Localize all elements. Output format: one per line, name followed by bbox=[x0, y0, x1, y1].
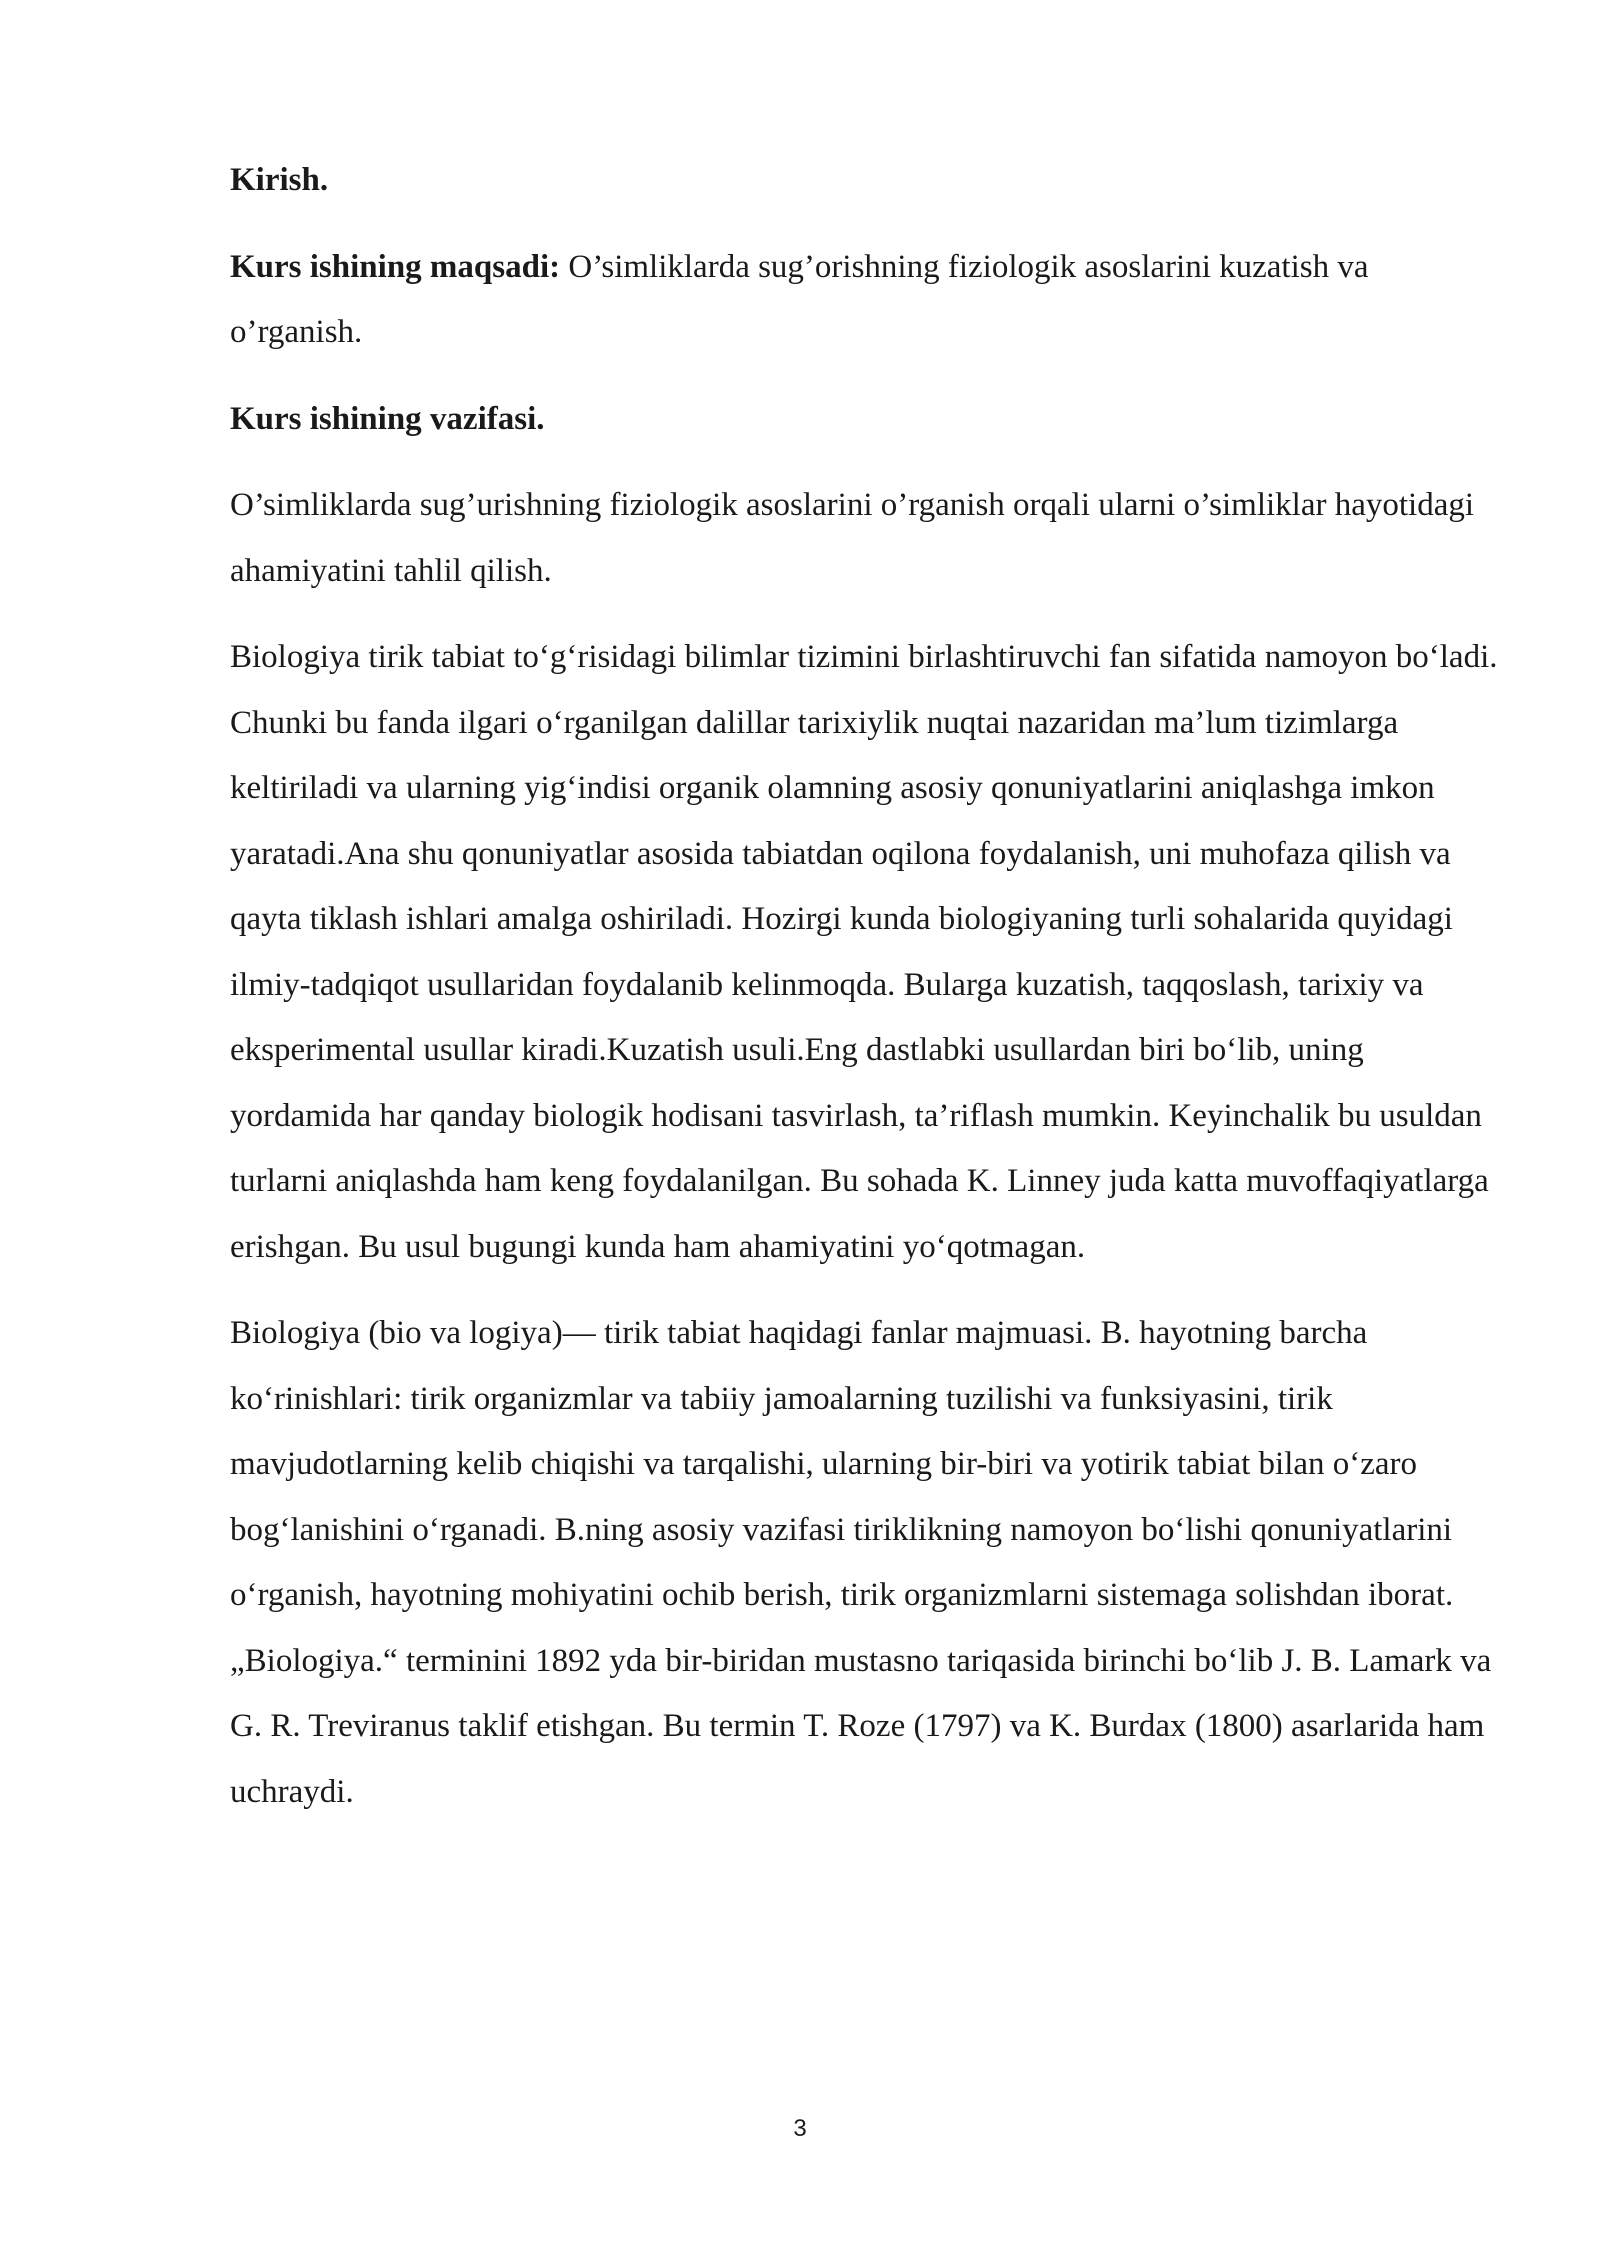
heading-text: Kirish. bbox=[230, 162, 329, 198]
goal-paragraph bbox=[230, 235, 1500, 366]
task-heading bbox=[230, 387, 1500, 453]
page-content bbox=[230, 148, 1500, 1846]
body-paragraph: O’simliklarda sug’urishning fiziologik asoslarini o’rganish orqali ularni o’simliklar hayotidagi ahamiyatini tahlil qilish. bbox=[230, 487, 1475, 589]
body-paragraph: Biologiya (bio va logiya)— tirik tabiat haqidagi fanlar majmuasi. B. hayotning barcha ko‘rinishlari: tirik organizmlar va tabiiy jamoalarning tuzilishi va funksiyasini, tirik mavjudotlarning kelib chiqishi va tarqalishi, ularning bir-biri va yotirik tabiat bilan o‘zaro bog‘lanishini o‘rganadi. B.ning asosiy vazifasi tiriklikning namoyon bo‘lishi qonuniyatlarini o‘rganish, hayotning mohiyatini ochib berish, tirik organizmlarni sistemaga solishdan iborat. „Biologiya.“ terminini 1892 yda bir-biridan mustasno tariqasida birinchi bo‘lib J. B. Lamark va G. R. Treviranus taklif etishgan. Bu termin T. Roze (1797) va K. Burdax (1800) asarlarida ham uchraydi. bbox=[230, 1315, 1492, 1810]
section-heading bbox=[230, 148, 1500, 214]
goal-text: O’simliklarda sug’orishning fiziologik asoslarini kuzatish va o’rganish. bbox=[230, 248, 1369, 350]
task-heading-text: Kurs ishining vazifasi. bbox=[230, 400, 545, 437]
goal-label: Kurs ishining maqsadi: bbox=[230, 248, 561, 285]
page-number: 3 bbox=[793, 2115, 807, 2142]
body-paragraph: Biologiya tirik tabiat to‘g‘risidagi bilimlar tizimini birlashtiruvchi fan sifatida namoyon bo‘ladi. Chunki bu fanda ilgari o‘rganilgan dalillar tarixiylik nuqtai nazaridan ma’lum tizimlarga keltiriladi va ularning yig‘indisi organik olamning asosiy qonuniyatlarini aniqlashga imkon yaratadi.Ana shu qonuniyatlar asosida tabiatdan oqilona foydalanish, uni muhofaza qilish va qayta tiklash ishlari amalga oshiriladi. Hozirgi kunda biologiyaning turli sohalarida quyidagi ilmiy-tadqiqot usullaridan foydalanib kelinmoqda. Bularga kuzatish, taqqoslash, tarixiy va eksperimental usullar kiradi.Kuzatish usuli.Eng dastlabki usullardan biri bo‘lib, uning yordamida har qanday biologik hodisani tasvirlash, ta’riflash mumkin. Keyinchalik bu usuldan turlarni aniqlashda ham keng foydalanilgan. Bu sohada K. Linney juda katta muvoffaqiyatlarga erishgan. Bu usul bugungi kunda ham ahamiyatini yo‘qotmagan. bbox=[230, 639, 1498, 1265]
